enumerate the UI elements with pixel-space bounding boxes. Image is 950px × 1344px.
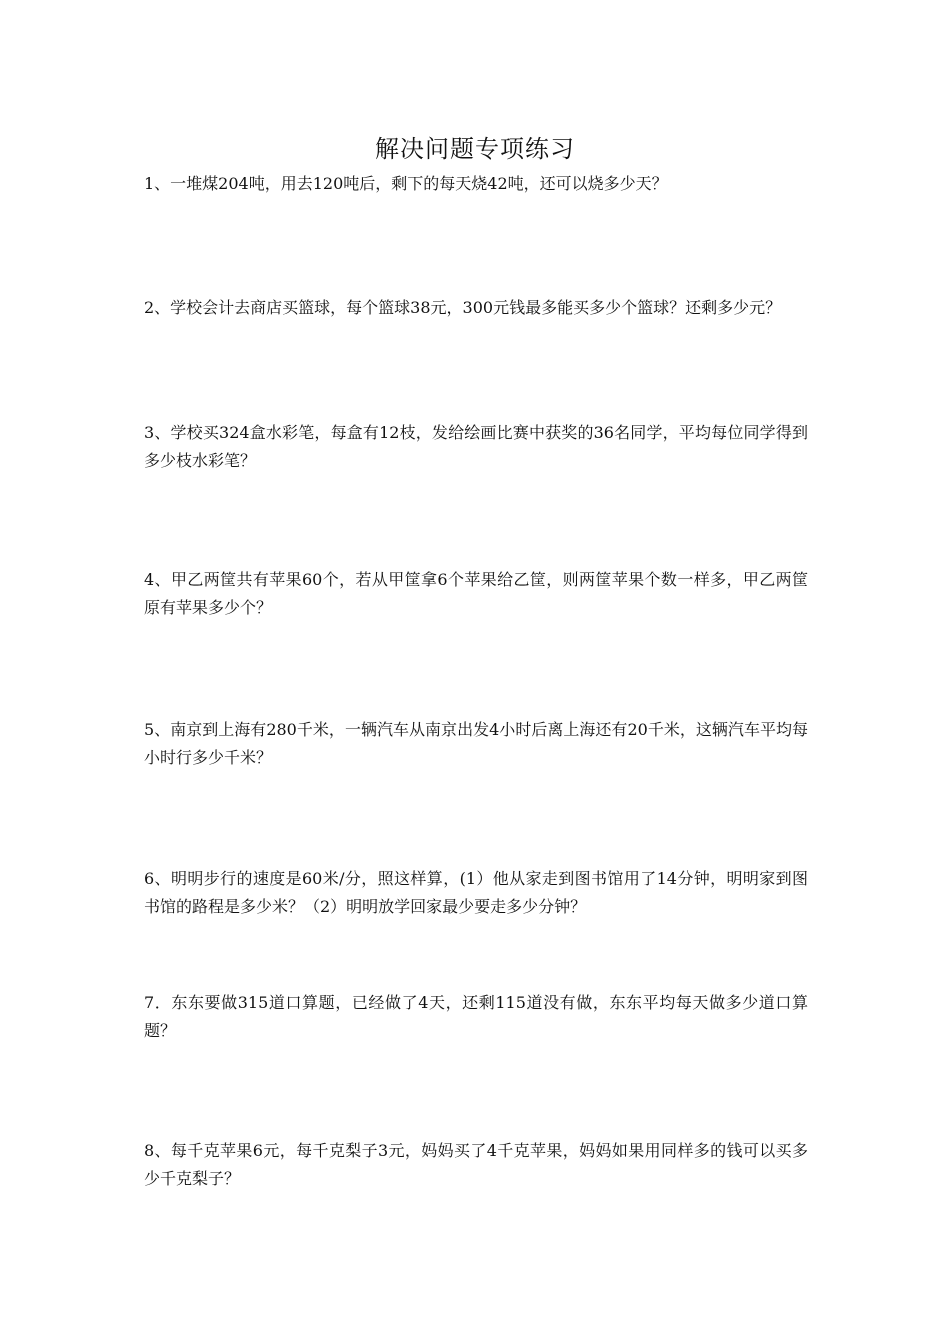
question-3: 3、学校买324盒水彩笔，每盒有12枝，发给绘画比赛中获奖的36名同学，平均每位同学得到多少枝水彩笔？ bbox=[144, 423, 808, 470]
question-7: 7．东东要做315道口算题，已经做了4天，还剩115道没有做，东东平均每天做多少道口算题？ bbox=[144, 993, 808, 1040]
page-title: 解决问题专项练习 bbox=[375, 135, 575, 163]
question-1: 1、一堆煤204吨，用去120吨后，剩下的每天烧42吨，还可以烧多少天？ bbox=[144, 174, 668, 193]
question-8: 8、每千克苹果6元，每千克梨子3元，妈妈买了4千克苹果，妈妈如果用同样多的钱可以买多少千克梨子？ bbox=[144, 1141, 808, 1188]
question-5: 5、南京到上海有280千米，一辆汽车从南京出发4小时后离上海还有20千米，这辆汽车平均每小时行多少千米？ bbox=[144, 720, 808, 767]
question-2: 2、学校会计去商店买篮球，每个篮球38元，300元钱最多能买多少个篮球？还剩多少元？ bbox=[144, 298, 782, 317]
question-4: 4、甲乙两筐共有苹果60个，若从甲筐拿6个苹果给乙筐，则两筐苹果个数一样多，甲乙两筐原有苹果多少个？ bbox=[144, 570, 808, 617]
question-6: 6、明明步行的速度是60米/分，照这样算，(1）他从家走到图书馆用了14分钟，明明家到图书馆的路程是多少米？（2）明明放学回家最少要走多少分钟？ bbox=[144, 869, 808, 916]
